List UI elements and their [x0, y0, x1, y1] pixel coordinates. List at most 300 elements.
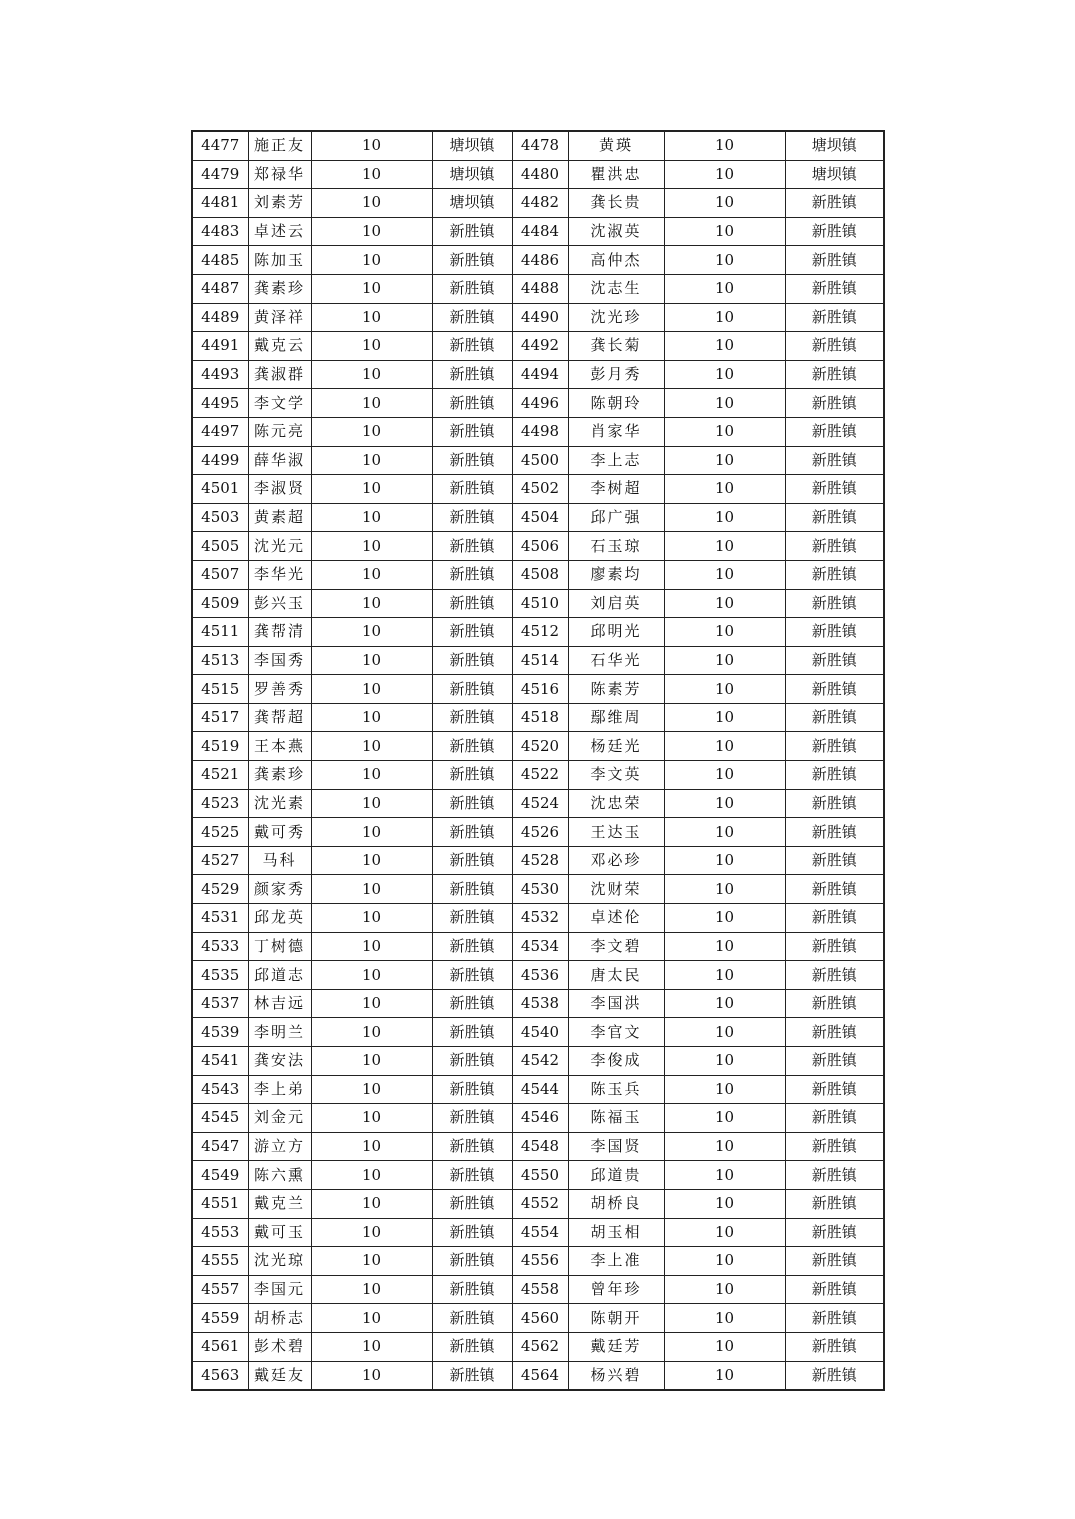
left-amount-cell: 10 [311, 589, 432, 618]
left-town-cell: 塘坝镇 [432, 131, 512, 160]
left-amount-cell: 10 [311, 389, 432, 418]
left-person-name-cell: 李淑贤 [248, 475, 311, 504]
right-amount-cell: 10 [664, 1104, 785, 1133]
right-amount-cell: 10 [664, 904, 785, 933]
table-row [192, 1104, 884, 1133]
left-amount-cell: 10 [311, 1104, 432, 1133]
table-row [192, 1189, 884, 1218]
right-record-id-cell: 4560 [512, 1304, 568, 1333]
left-amount-cell: 10 [311, 417, 432, 446]
right-amount-cell: 10 [664, 1247, 785, 1276]
table-row [192, 360, 884, 389]
left-town-cell: 新胜镇 [432, 1104, 512, 1133]
right-person-name-cell: 李文碧 [568, 932, 664, 961]
right-town-cell: 新胜镇 [785, 1189, 884, 1218]
right-person-name-cell: 刘启英 [568, 589, 664, 618]
right-person-name-cell: 高仲杰 [568, 246, 664, 275]
right-person-name-cell: 李上志 [568, 446, 664, 475]
table-row [192, 589, 884, 618]
table-row [192, 274, 884, 303]
right-town-cell: 新胜镇 [785, 961, 884, 990]
left-record-id-cell: 4487 [192, 274, 248, 303]
left-person-name-cell: 邱道志 [248, 961, 311, 990]
left-town-cell: 新胜镇 [432, 789, 512, 818]
right-amount-cell: 10 [664, 417, 785, 446]
right-record-id-cell: 4500 [512, 446, 568, 475]
right-record-id-cell: 4496 [512, 389, 568, 418]
right-record-id-cell: 4482 [512, 189, 568, 218]
right-town-cell: 新胜镇 [785, 1275, 884, 1304]
left-town-cell: 新胜镇 [432, 532, 512, 561]
table-row [192, 332, 884, 361]
right-record-id-cell: 4494 [512, 360, 568, 389]
left-record-id-cell: 4563 [192, 1361, 248, 1390]
table-row [192, 1361, 884, 1390]
left-record-id-cell: 4501 [192, 475, 248, 504]
right-town-cell: 新胜镇 [785, 904, 884, 933]
left-town-cell: 新胜镇 [432, 846, 512, 875]
left-amount-cell: 10 [311, 1332, 432, 1361]
right-town-cell: 新胜镇 [785, 1104, 884, 1133]
right-amount-cell: 10 [664, 389, 785, 418]
right-town-cell: 新胜镇 [785, 332, 884, 361]
left-amount-cell: 10 [311, 332, 432, 361]
left-person-name-cell: 戴克云 [248, 332, 311, 361]
left-record-id-cell: 4549 [192, 1161, 248, 1190]
table-row [192, 646, 884, 675]
right-record-id-cell: 4530 [512, 875, 568, 904]
right-town-cell: 新胜镇 [785, 303, 884, 332]
right-amount-cell: 10 [664, 160, 785, 189]
right-record-id-cell: 4506 [512, 532, 568, 561]
right-town-cell: 新胜镇 [785, 646, 884, 675]
left-amount-cell: 10 [311, 846, 432, 875]
table-row [192, 1275, 884, 1304]
right-amount-cell: 10 [664, 303, 785, 332]
right-record-id-cell: 4490 [512, 303, 568, 332]
left-person-name-cell: 刘素芳 [248, 189, 311, 218]
left-record-id-cell: 4477 [192, 131, 248, 160]
right-town-cell: 新胜镇 [785, 1075, 884, 1104]
right-town-cell: 新胜镇 [785, 618, 884, 647]
left-amount-cell: 10 [311, 732, 432, 761]
right-record-id-cell: 4480 [512, 160, 568, 189]
right-person-name-cell: 沈财荣 [568, 875, 664, 904]
left-person-name-cell: 龚帮超 [248, 703, 311, 732]
right-person-name-cell: 陈福玉 [568, 1104, 664, 1133]
table-row [192, 1047, 884, 1076]
right-person-name-cell: 沈光珍 [568, 303, 664, 332]
table-row [192, 989, 884, 1018]
left-person-name-cell: 戴可玉 [248, 1218, 311, 1247]
right-amount-cell: 10 [664, 1018, 785, 1047]
right-record-id-cell: 4524 [512, 789, 568, 818]
right-person-name-cell: 鄢维周 [568, 703, 664, 732]
table-row [192, 389, 884, 418]
left-town-cell: 新胜镇 [432, 1189, 512, 1218]
right-amount-cell: 10 [664, 189, 785, 218]
right-person-name-cell: 李国洪 [568, 989, 664, 1018]
left-town-cell: 新胜镇 [432, 1018, 512, 1047]
right-record-id-cell: 4550 [512, 1161, 568, 1190]
left-amount-cell: 10 [311, 789, 432, 818]
left-town-cell: 新胜镇 [432, 1218, 512, 1247]
left-record-id-cell: 4525 [192, 818, 248, 847]
left-amount-cell: 10 [311, 1247, 432, 1276]
right-town-cell: 新胜镇 [785, 875, 884, 904]
table-row [192, 1075, 884, 1104]
left-town-cell: 新胜镇 [432, 589, 512, 618]
right-amount-cell: 10 [664, 503, 785, 532]
left-record-id-cell: 4499 [192, 446, 248, 475]
right-record-id-cell: 4548 [512, 1132, 568, 1161]
right-town-cell: 新胜镇 [785, 417, 884, 446]
left-town-cell: 新胜镇 [432, 360, 512, 389]
right-person-name-cell: 邱道贵 [568, 1161, 664, 1190]
left-record-id-cell: 4489 [192, 303, 248, 332]
right-amount-cell: 10 [664, 761, 785, 790]
left-record-id-cell: 4555 [192, 1247, 248, 1276]
right-person-name-cell: 李国贤 [568, 1132, 664, 1161]
table-row [192, 1018, 884, 1047]
left-record-id-cell: 4553 [192, 1218, 248, 1247]
left-town-cell: 新胜镇 [432, 932, 512, 961]
left-person-name-cell: 彭兴玉 [248, 589, 311, 618]
left-amount-cell: 10 [311, 818, 432, 847]
table-row [192, 1161, 884, 1190]
left-record-id-cell: 4513 [192, 646, 248, 675]
right-person-name-cell: 龚长菊 [568, 332, 664, 361]
right-person-name-cell: 邓必珍 [568, 846, 664, 875]
right-amount-cell: 10 [664, 846, 785, 875]
right-record-id-cell: 4486 [512, 246, 568, 275]
left-amount-cell: 10 [311, 989, 432, 1018]
table-row [192, 1132, 884, 1161]
table-row [192, 732, 884, 761]
right-person-name-cell: 陈朝开 [568, 1304, 664, 1333]
left-person-name-cell: 郑禄华 [248, 160, 311, 189]
right-town-cell: 新胜镇 [785, 761, 884, 790]
left-person-name-cell: 陈元亮 [248, 417, 311, 446]
left-record-id-cell: 4511 [192, 618, 248, 647]
left-person-name-cell: 龚淑群 [248, 360, 311, 389]
left-amount-cell: 10 [311, 303, 432, 332]
left-town-cell: 新胜镇 [432, 732, 512, 761]
left-amount-cell: 10 [311, 1047, 432, 1076]
right-person-name-cell: 邱广强 [568, 503, 664, 532]
table-row [192, 1332, 884, 1361]
left-person-name-cell: 戴克兰 [248, 1189, 311, 1218]
left-amount-cell: 10 [311, 1275, 432, 1304]
right-record-id-cell: 4502 [512, 475, 568, 504]
left-town-cell: 新胜镇 [432, 1332, 512, 1361]
table-row [192, 1218, 884, 1247]
left-amount-cell: 10 [311, 703, 432, 732]
right-person-name-cell: 石玉琼 [568, 532, 664, 561]
left-amount-cell: 10 [311, 1218, 432, 1247]
left-town-cell: 新胜镇 [432, 989, 512, 1018]
right-amount-cell: 10 [664, 818, 785, 847]
left-person-name-cell: 龚素珍 [248, 761, 311, 790]
right-town-cell: 新胜镇 [785, 589, 884, 618]
left-town-cell: 新胜镇 [432, 446, 512, 475]
left-amount-cell: 10 [311, 1304, 432, 1333]
left-person-name-cell: 黄泽祥 [248, 303, 311, 332]
right-town-cell: 新胜镇 [785, 1304, 884, 1333]
left-amount-cell: 10 [311, 503, 432, 532]
table-row [192, 503, 884, 532]
table-row [192, 932, 884, 961]
left-town-cell: 塘坝镇 [432, 160, 512, 189]
left-person-name-cell: 戴廷友 [248, 1361, 311, 1390]
table-row [192, 1304, 884, 1333]
right-record-id-cell: 4522 [512, 761, 568, 790]
left-record-id-cell: 4535 [192, 961, 248, 990]
right-amount-cell: 10 [664, 961, 785, 990]
right-town-cell: 新胜镇 [785, 360, 884, 389]
left-amount-cell: 10 [311, 1161, 432, 1190]
left-amount-cell: 10 [311, 475, 432, 504]
right-town-cell: 新胜镇 [785, 1018, 884, 1047]
right-town-cell: 新胜镇 [785, 732, 884, 761]
right-town-cell: 新胜镇 [785, 246, 884, 275]
right-record-id-cell: 4562 [512, 1332, 568, 1361]
right-record-id-cell: 4538 [512, 989, 568, 1018]
left-amount-cell: 10 [311, 274, 432, 303]
left-record-id-cell: 4481 [192, 189, 248, 218]
left-town-cell: 新胜镇 [432, 875, 512, 904]
right-person-name-cell: 瞿洪忠 [568, 160, 664, 189]
right-person-name-cell: 黄瑛 [568, 131, 664, 160]
left-person-name-cell: 颜家秀 [248, 875, 311, 904]
left-amount-cell: 10 [311, 1132, 432, 1161]
left-record-id-cell: 4485 [192, 246, 248, 275]
left-town-cell: 新胜镇 [432, 303, 512, 332]
left-town-cell: 新胜镇 [432, 675, 512, 704]
right-amount-cell: 10 [664, 246, 785, 275]
right-amount-cell: 10 [664, 1075, 785, 1104]
left-town-cell: 新胜镇 [432, 1247, 512, 1276]
right-person-name-cell: 胡玉相 [568, 1218, 664, 1247]
left-record-id-cell: 4517 [192, 703, 248, 732]
right-record-id-cell: 4488 [512, 274, 568, 303]
left-town-cell: 新胜镇 [432, 618, 512, 647]
right-amount-cell: 10 [664, 1132, 785, 1161]
right-town-cell: 新胜镇 [785, 446, 884, 475]
table-row [192, 961, 884, 990]
left-person-name-cell: 李国元 [248, 1275, 311, 1304]
right-record-id-cell: 4554 [512, 1218, 568, 1247]
left-person-name-cell: 薛华淑 [248, 446, 311, 475]
right-amount-cell: 10 [664, 332, 785, 361]
left-record-id-cell: 4533 [192, 932, 248, 961]
left-person-name-cell: 戴可秀 [248, 818, 311, 847]
left-person-name-cell: 沈光元 [248, 532, 311, 561]
left-record-id-cell: 4503 [192, 503, 248, 532]
right-amount-cell: 10 [664, 1332, 785, 1361]
right-amount-cell: 10 [664, 532, 785, 561]
table-row [192, 1247, 884, 1276]
right-record-id-cell: 4504 [512, 503, 568, 532]
left-person-name-cell: 胡桥志 [248, 1304, 311, 1333]
right-record-id-cell: 4558 [512, 1275, 568, 1304]
left-amount-cell: 10 [311, 160, 432, 189]
right-amount-cell: 10 [664, 1189, 785, 1218]
right-town-cell: 新胜镇 [785, 189, 884, 218]
right-person-name-cell: 杨兴碧 [568, 1361, 664, 1390]
right-person-name-cell: 龚长贵 [568, 189, 664, 218]
table-row [192, 789, 884, 818]
left-person-name-cell: 罗善秀 [248, 675, 311, 704]
right-record-id-cell: 4532 [512, 904, 568, 933]
right-record-id-cell: 4540 [512, 1018, 568, 1047]
left-person-name-cell: 李上弟 [248, 1075, 311, 1104]
left-record-id-cell: 4523 [192, 789, 248, 818]
left-amount-cell: 10 [311, 1075, 432, 1104]
table-row [192, 560, 884, 589]
left-town-cell: 新胜镇 [432, 1132, 512, 1161]
left-person-name-cell: 林吉远 [248, 989, 311, 1018]
right-person-name-cell: 李俊成 [568, 1047, 664, 1076]
left-record-id-cell: 4557 [192, 1275, 248, 1304]
right-person-name-cell: 李官文 [568, 1018, 664, 1047]
right-person-name-cell: 戴廷芳 [568, 1332, 664, 1361]
left-town-cell: 新胜镇 [432, 703, 512, 732]
table-row [192, 846, 884, 875]
right-record-id-cell: 4526 [512, 818, 568, 847]
right-amount-cell: 10 [664, 475, 785, 504]
right-person-name-cell: 李上准 [568, 1247, 664, 1276]
right-person-name-cell: 曾年珍 [568, 1275, 664, 1304]
left-town-cell: 新胜镇 [432, 246, 512, 275]
right-record-id-cell: 4514 [512, 646, 568, 675]
right-person-name-cell: 石华光 [568, 646, 664, 675]
right-town-cell: 新胜镇 [785, 532, 884, 561]
left-record-id-cell: 4495 [192, 389, 248, 418]
right-town-cell: 新胜镇 [785, 217, 884, 246]
right-person-name-cell: 陈朝玲 [568, 389, 664, 418]
table-row [192, 303, 884, 332]
right-town-cell: 新胜镇 [785, 846, 884, 875]
right-amount-cell: 10 [664, 131, 785, 160]
left-amount-cell: 10 [311, 1018, 432, 1047]
right-town-cell: 塘坝镇 [785, 160, 884, 189]
left-amount-cell: 10 [311, 932, 432, 961]
left-record-id-cell: 4493 [192, 360, 248, 389]
right-person-name-cell: 唐太民 [568, 961, 664, 990]
left-amount-cell: 10 [311, 618, 432, 647]
left-person-name-cell: 施正友 [248, 131, 311, 160]
left-town-cell: 新胜镇 [432, 475, 512, 504]
left-amount-cell: 10 [311, 246, 432, 275]
table-row [192, 417, 884, 446]
left-record-id-cell: 4521 [192, 761, 248, 790]
right-amount-cell: 10 [664, 1275, 785, 1304]
right-town-cell: 新胜镇 [785, 560, 884, 589]
left-record-id-cell: 4561 [192, 1332, 248, 1361]
right-record-id-cell: 4508 [512, 560, 568, 589]
right-person-name-cell: 陈玉兵 [568, 1075, 664, 1104]
left-town-cell: 新胜镇 [432, 332, 512, 361]
left-record-id-cell: 4529 [192, 875, 248, 904]
left-amount-cell: 10 [311, 131, 432, 160]
left-record-id-cell: 4505 [192, 532, 248, 561]
right-person-name-cell: 彭月秀 [568, 360, 664, 389]
right-town-cell: 塘坝镇 [785, 131, 884, 160]
left-record-id-cell: 4537 [192, 989, 248, 1018]
right-amount-cell: 10 [664, 732, 785, 761]
right-amount-cell: 10 [664, 675, 785, 704]
left-record-id-cell: 4551 [192, 1189, 248, 1218]
left-amount-cell: 10 [311, 1189, 432, 1218]
left-person-name-cell: 龚安法 [248, 1047, 311, 1076]
left-record-id-cell: 4543 [192, 1075, 248, 1104]
right-town-cell: 新胜镇 [785, 274, 884, 303]
left-amount-cell: 10 [311, 446, 432, 475]
right-record-id-cell: 4536 [512, 961, 568, 990]
left-town-cell: 新胜镇 [432, 217, 512, 246]
table-row [192, 217, 884, 246]
right-amount-cell: 10 [664, 932, 785, 961]
right-amount-cell: 10 [664, 618, 785, 647]
right-record-id-cell: 4498 [512, 417, 568, 446]
table-row [192, 761, 884, 790]
left-amount-cell: 10 [311, 675, 432, 704]
left-amount-cell: 10 [311, 532, 432, 561]
left-record-id-cell: 4509 [192, 589, 248, 618]
right-town-cell: 新胜镇 [785, 1332, 884, 1361]
left-record-id-cell: 4527 [192, 846, 248, 875]
left-amount-cell: 10 [311, 189, 432, 218]
right-record-id-cell: 4556 [512, 1247, 568, 1276]
right-record-id-cell: 4546 [512, 1104, 568, 1133]
right-town-cell: 新胜镇 [785, 932, 884, 961]
right-amount-cell: 10 [664, 1047, 785, 1076]
left-person-name-cell: 邱龙英 [248, 904, 311, 933]
right-town-cell: 新胜镇 [785, 789, 884, 818]
left-record-id-cell: 4545 [192, 1104, 248, 1133]
roster-table [191, 130, 885, 1391]
right-record-id-cell: 4484 [512, 217, 568, 246]
right-record-id-cell: 4542 [512, 1047, 568, 1076]
left-town-cell: 塘坝镇 [432, 189, 512, 218]
right-person-name-cell: 沈淑英 [568, 217, 664, 246]
left-record-id-cell: 4491 [192, 332, 248, 361]
right-record-id-cell: 4544 [512, 1075, 568, 1104]
left-town-cell: 新胜镇 [432, 1361, 512, 1390]
left-record-id-cell: 4515 [192, 675, 248, 704]
left-person-name-cell: 沈光琼 [248, 1247, 311, 1276]
right-town-cell: 新胜镇 [785, 675, 884, 704]
left-town-cell: 新胜镇 [432, 1275, 512, 1304]
right-person-name-cell: 邱明光 [568, 618, 664, 647]
right-amount-cell: 10 [664, 560, 785, 589]
left-person-name-cell: 王本燕 [248, 732, 311, 761]
right-person-name-cell: 廖素均 [568, 560, 664, 589]
left-record-id-cell: 4479 [192, 160, 248, 189]
right-person-name-cell: 李文英 [568, 761, 664, 790]
left-person-name-cell: 龚素珍 [248, 274, 311, 303]
left-person-name-cell: 黄素超 [248, 503, 311, 532]
left-record-id-cell: 4507 [192, 560, 248, 589]
table-row [192, 532, 884, 561]
table-row [192, 475, 884, 504]
table-row [192, 904, 884, 933]
right-person-name-cell: 沈志生 [568, 274, 664, 303]
right-amount-cell: 10 [664, 217, 785, 246]
right-town-cell: 新胜镇 [785, 389, 884, 418]
left-person-name-cell: 沈光素 [248, 789, 311, 818]
